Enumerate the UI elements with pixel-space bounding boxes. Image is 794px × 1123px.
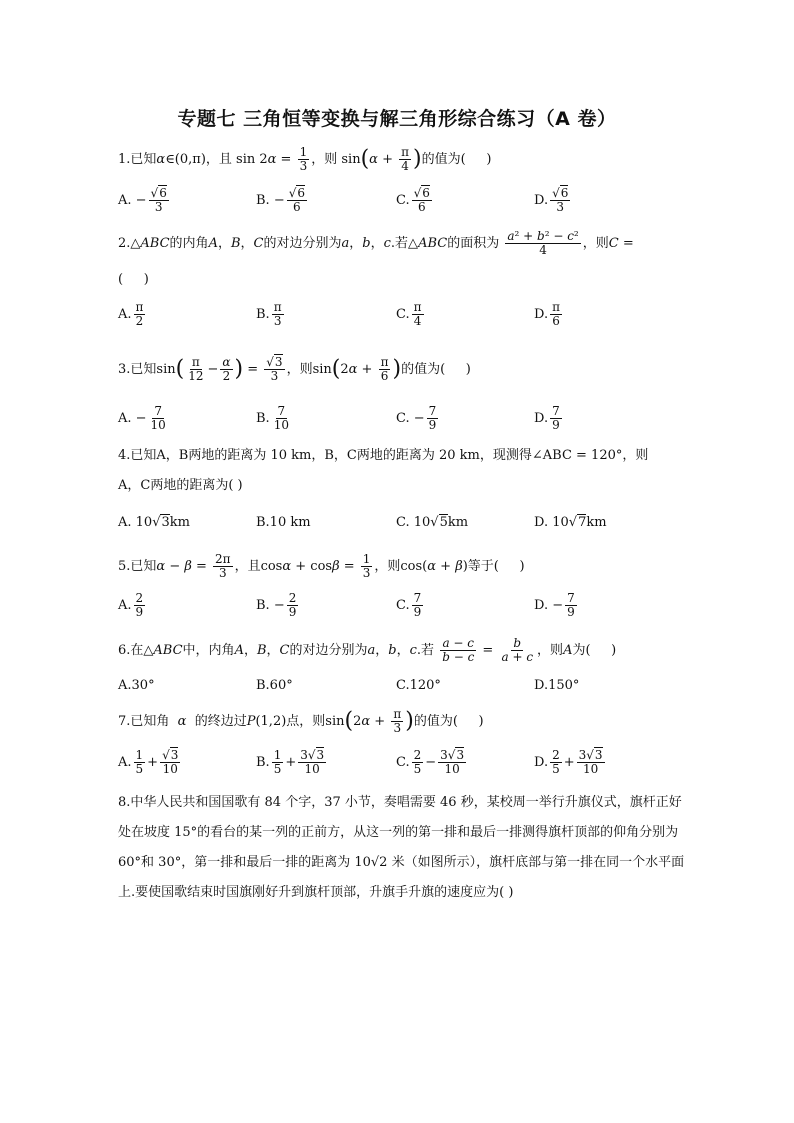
option-d[interactable]: D. 10√ 7 km xyxy=(534,514,607,530)
option-c[interactable]: C. $\frac{\pi}{4}$ xyxy=(396,299,422,328)
option-a[interactable]: A. $\frac{\pi}{2}$ xyxy=(118,299,144,328)
option-d[interactable]: D. $\frac{\pi}{6}$ xyxy=(534,299,560,328)
question-4-stem-cont: A，C两地的距离为( ) xyxy=(118,478,243,493)
option-c[interactable]: C.120° xyxy=(396,677,441,693)
option-c[interactable]: C. $\frac{7}{9}$ xyxy=(396,590,422,619)
option-d[interactable]: D. $\frac{2}{5}$ + $\frac{3√3}{10}$ xyxy=(534,747,603,776)
option-b[interactable]: B. $\frac{\pi}{3}$ xyxy=(256,299,282,328)
option-d[interactable]: D. $\frac{7}{9}$ xyxy=(534,403,560,432)
question-2-options xyxy=(118,297,678,331)
option-b[interactable]: B. $\frac{1}{5}$ + $\frac{3√3}{10}$ xyxy=(256,747,325,776)
question-7-stem: 7.已知角 α 的终边过P(1,2)点，则sin(2α + $\frac{\pi}{3}$ )的值为( ) xyxy=(118,707,484,735)
question-3-options xyxy=(118,401,678,435)
question-4-stem: 4.已知A，B两地的距离为 10 km，B，C两地的距离为 20 km，现测得∠ABC = 120°，则 xyxy=(118,448,649,463)
question-2-stem-cont: ( ) xyxy=(118,272,149,287)
option-a[interactable]: A. − $\frac{7}{10}$ xyxy=(118,403,166,432)
question-3-stem: 3.已知sin( $\frac{\pi}{12}$ − $\frac{\alpha}{2}$ ) = $\frac{√3}{3}$ ，则sin(2α + $\frac{\pi}{6}$ )的值为( ) xyxy=(118,355,471,383)
option-b[interactable]: B. − $\frac{2}{9}$ xyxy=(256,590,297,619)
option-a[interactable]: A. 10√ 3 km xyxy=(118,514,190,530)
question-5-options xyxy=(118,588,678,622)
question-6-stem: 6.在△ABC中，内角A，B，C的对边分别为a，b，c.若 $\frac{a - c}{b - c}$ = $\frac{b}{a + c}$ ，则A为( ) xyxy=(118,636,617,664)
option-d[interactable]: D.150° xyxy=(534,677,580,693)
question-1-stem: 1.已知α∈(0,π)，且 sin 2α = $\frac{1}{3}$ ，则 sin(α + $\frac{\pi}{4}$ )的值为( ) xyxy=(118,145,492,173)
page-title: 专题七 三角恒等变换与解三角形综合练习（A 卷） xyxy=(177,108,617,130)
question-7-options xyxy=(118,745,678,779)
option-c[interactable]: C. $\frac{√6}{6}$ xyxy=(396,185,430,214)
question-2-stem: 2.△ABC的内角A，B，C的对边分别为a，b，c.若△ABC的面积为 $\frac{\text{a² + b² − c²}}{4}$ ，则C = xyxy=(118,229,634,257)
option-d[interactable]: D. − $\frac{7}{9}$ xyxy=(534,590,575,619)
option-c[interactable]: C. − $\frac{7}{9}$ xyxy=(396,403,437,432)
option-a[interactable]: A. $\frac{1}{5}$ + $\frac{√3}{10}$ xyxy=(118,747,179,776)
option-d[interactable]: D. $\frac{√6}{3}$ xyxy=(534,185,569,214)
option-a[interactable]: A. − $\frac{√6}{3}$ xyxy=(118,185,167,214)
question-4-options xyxy=(118,505,678,539)
option-b[interactable]: B.60° xyxy=(256,677,293,693)
option-b[interactable]: B. $\frac{7}{10}$ xyxy=(256,403,289,432)
question-6-options xyxy=(118,668,678,702)
option-a[interactable]: A. $\frac{2}{9}$ xyxy=(118,590,144,619)
option-a[interactable]: A.30° xyxy=(118,677,155,693)
option-c[interactable]: C. $\frac{2}{5}$ − $\frac{3√3}{10}$ xyxy=(396,747,465,776)
question-1-options xyxy=(118,183,678,217)
question-5-stem: 5.已知α − β = $\frac{2\pi}{3}$ ，且cosα + cosβ = $\frac{1}{3}$ ，则cos(α + β)等于( ) xyxy=(118,552,525,580)
option-b[interactable]: B. − $\frac{√6}{6}$ xyxy=(256,185,306,214)
option-b[interactable]: B.10 km xyxy=(256,514,311,530)
option-c[interactable]: C. 10√ 5 km xyxy=(396,514,469,530)
question-8-paragraph: 8.中华人民共和国国歌有 84 个字，37 小节，奏唱需要 46 秒，某校周一举行升旗仪式，旗杆正好处在坡度 15°的看台的某一列的正前方，从这一列的第一排和最后一排测得旗杆顶部的仰角分别为 60°和 30°，第一排和最后一排的距离为 10√2 米（如图所示），旗杆底部与第一排在同一个水平面上.要使国歌结束时国旗刚好升到旗杆顶部，升旗手升旗的速度应为( ) xyxy=(118,795,685,900)
